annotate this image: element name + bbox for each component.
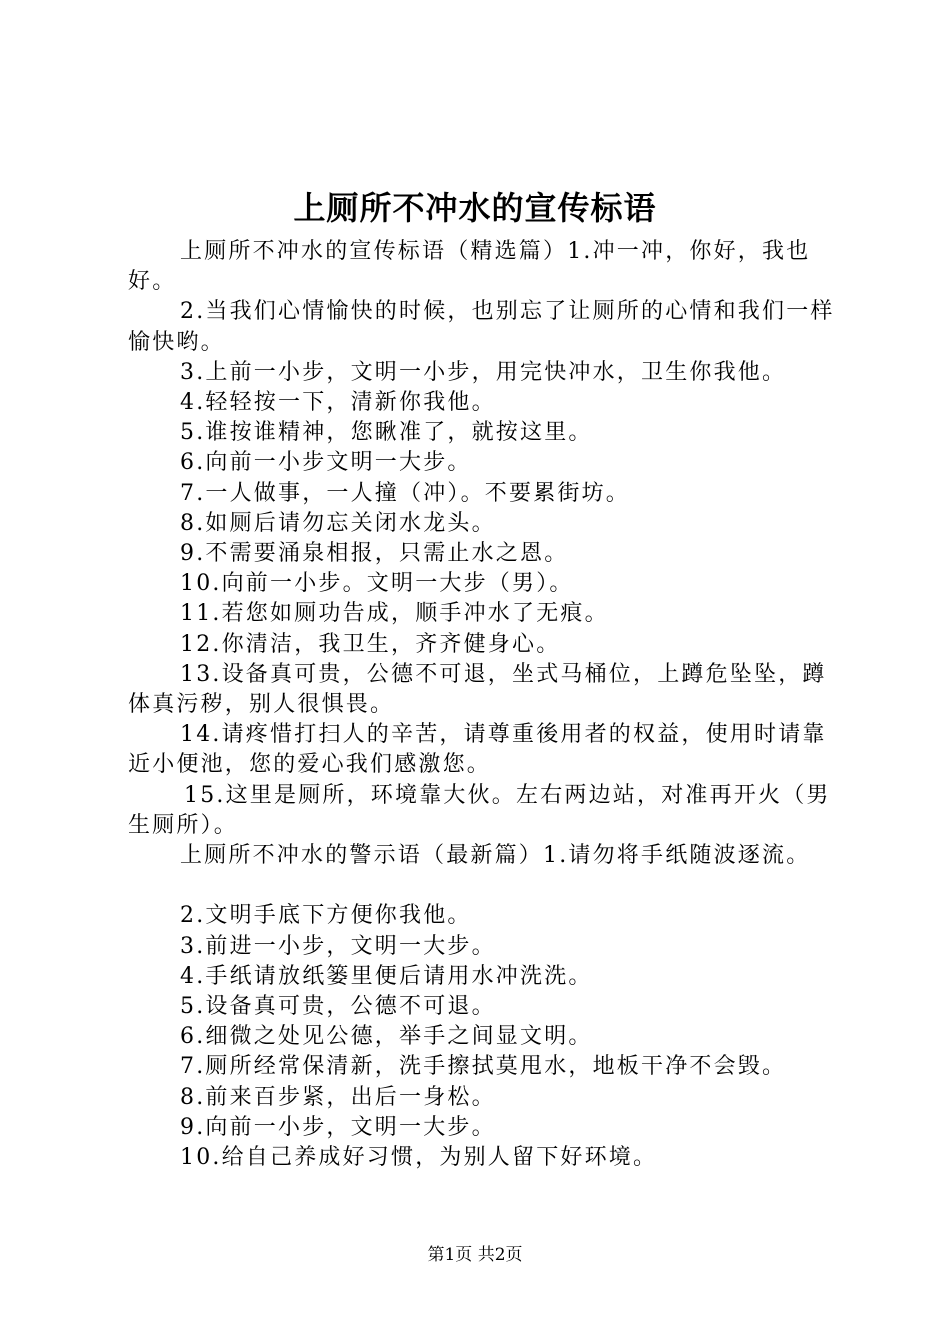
paragraph-item: 10.给自己养成好习惯，为别人留下好环境。 [180,1145,658,1171]
paragraph-item: 13.设备真可贵，公德不可退，坐式马桶位，上蹲危坠坠，蹲体真污秽，别人很惧畏。 [128,661,827,718]
page-footer: 第1页 共2页 [427,1245,523,1265]
paragraph-item: 12.你清洁，我卫生，齐齐健身心。 [180,631,561,657]
paragraph-section-heading: 上厕所不冲水的警示语（最新篇）1.请勿将手纸随波逐流。 [180,843,811,869]
paragraph-item: 2.文明手底下方便你我他。 [180,903,472,929]
paragraph-item: 7.厕所经常保清新，洗手擦拭莫甩水，地板干净不会毁。 [180,1054,787,1080]
document-title: 上厕所不冲水的宣传标语 [293,189,657,227]
paragraph-item: 8.前来百步紧，出后一身松。 [180,1084,496,1110]
paragraph-item: 9.向前一小步，文明一大步。 [180,1114,496,1140]
paragraph-item: 3.上前一小步，文明一小步，用完快冲水，卫生你我他。 [180,359,787,385]
paragraph-item: 9.不需要涌泉相报，只需止水之恩。 [180,541,569,567]
paragraph-item: 14.请疼惜打扫人的辛苦，请尊重後用者的权益，使用时请靠近小便池，您的爱心我们感激您。 [128,722,827,778]
paragraph-item: 15.这里是厕所，环境靠大伙。左右两边站，对准再开火（男生厕所）。 [128,782,831,838]
blank-line [128,871,836,901]
paragraph-item: 10.向前一小步。文明一大步（男）。 [180,571,574,597]
paragraph-item: 4.手纸请放纸篓里便后请用水冲洗洗。 [180,963,593,989]
paragraph-item: 2.当我们心情愉快的时候，也别忘了让厕所的心情和我们一样愉快哟。 [128,299,835,355]
paragraph-item: 8.如厕后请勿忘关闭水龙头。 [180,510,496,536]
paragraph-item: 6.向前一小步文明一大步。 [180,450,472,476]
paragraph-item: 6.细微之处见公德，举手之间显文明。 [180,1024,593,1050]
paragraph-item: 3.前进一小步，文明一大步。 [180,933,496,959]
paragraph-item: 5.谁按谁精神，您瞅准了，就按这里。 [180,420,593,446]
paragraph-item: 11.若您如厕功告成，顺手冲水了无痕。 [180,601,609,627]
paragraph-intro: 上厕所不冲水的宣传标语（精选篇）1.冲一冲，你好，我也好。 [128,239,811,295]
document-body [128,237,836,1173]
paragraph-item: 7.一人做事，一人撞（冲）。不要累街坊。 [180,480,630,506]
paragraph-item: 4.轻轻按一下，清新你我他。 [180,390,496,416]
paragraph-item: 5.设备真可贵，公德不可退。 [180,994,496,1020]
